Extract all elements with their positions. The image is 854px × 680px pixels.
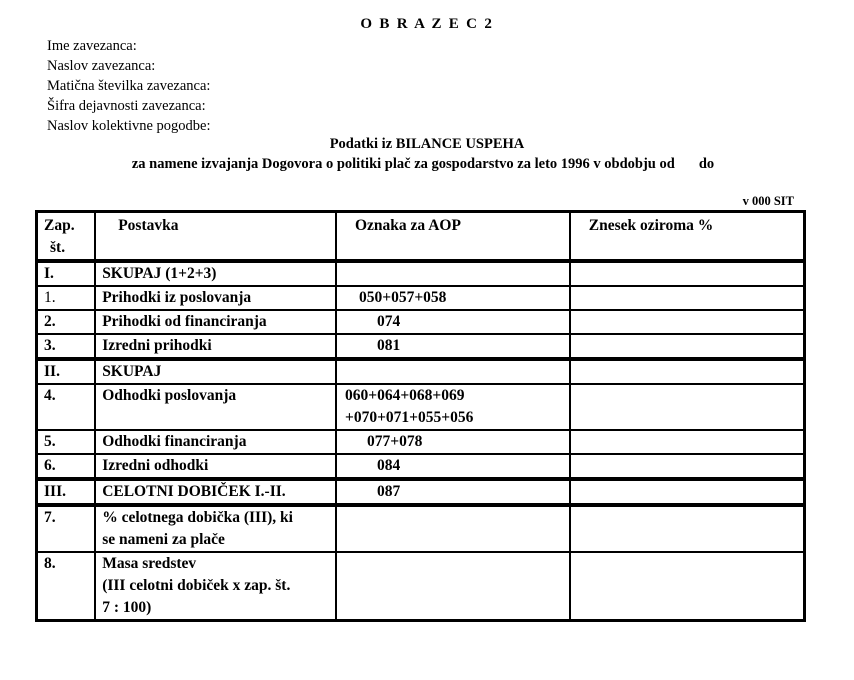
taxpayer-info [47,36,211,136]
row-zap: 4. [37,384,96,430]
row-aop [336,359,570,384]
row-zap: 7. [37,505,96,552]
table-row [37,334,805,359]
row-zap: 3. [37,334,96,359]
table-row [37,384,805,430]
row-aop: 077+078 [336,430,570,454]
row-postavka-line2: se nameni za plače [102,531,225,548]
row-postavka: Izredni odhodki [95,454,336,479]
header-zap-line1: Zap. [44,217,75,234]
income-statement-table [35,210,806,622]
table-row [37,359,805,384]
row-zap: 5. [37,430,96,454]
table-row [37,430,805,454]
row-zap: III. [37,479,96,505]
row-zap: 8. [37,552,96,621]
header-aop: Oznaka za AOP [336,212,570,262]
row-zap: I. [37,261,96,286]
row-aop-line2: +070+071+055+056 [345,409,474,426]
row-postavka-line1: Masa sredstev [102,555,197,572]
row-znesek[interactable] [570,310,805,334]
row-aop [336,384,570,430]
taxpayer-name-label: Ime zavezanca: [47,38,137,54]
row-aop [336,552,570,621]
row-zap: 6. [37,454,96,479]
row-postavka: CELOTNI DOBIČEK I.-II. [95,479,336,505]
table-row [37,454,805,479]
row-aop [336,261,570,286]
row-postavka [95,552,336,621]
row-postavka: Izredni prihodki [95,334,336,359]
collective-agreement-label: Naslov kolektivne pogodbe: [47,118,211,134]
row-aop: 074 [336,310,570,334]
taxpayer-registration-label: Matična številka zavezanca: [47,78,211,94]
report-subheading-text: za namene izvajanja Dogovora o politiki plač za gospodarstvo za leto 1996 v obdobju od [131,156,675,172]
row-aop-line1: 060+064+068+069 [345,387,465,404]
row-postavka: SKUPAJ (1+2+3) [95,261,336,286]
header-znesek: Znesek oziroma % [570,212,805,262]
header-zap-line2: št. [50,239,66,256]
row-znesek[interactable] [570,552,805,621]
form-title: O B R A Z E C 2 [360,16,494,32]
unit-label: v 000 SIT [742,194,794,208]
taxpayer-address-label: Naslov zavezanca: [47,58,156,74]
row-zap: II. [37,359,96,384]
table-row [37,310,805,334]
table-row [37,286,805,310]
row-znesek[interactable] [570,479,805,505]
row-znesek[interactable] [570,359,805,384]
row-znesek[interactable] [570,286,805,310]
row-postavka-line1: % celotnega dobička (III), ki [102,509,293,526]
row-postavka: Prihodki iz poslovanja [95,286,336,310]
row-znesek[interactable] [570,384,805,430]
table-header-row [37,212,805,262]
row-aop: 087 [336,479,570,505]
row-zap: 1. [37,286,96,310]
row-postavka-line2: (III celotni dobiček x zap. št. [102,577,291,594]
row-aop: 081 [336,334,570,359]
row-znesek[interactable] [570,430,805,454]
table-row [37,505,805,552]
table-row [37,552,805,621]
report-heading: Podatki iz BILANCE USPEHA [329,136,525,152]
row-postavka: Odhodki poslovanja [95,384,336,430]
row-aop: 050+057+058 [336,286,570,310]
report-subheading [0,156,854,173]
row-znesek[interactable] [570,334,805,359]
period-to-label: do [698,156,715,172]
row-znesek[interactable] [570,261,805,286]
header-postavka: Postavka [95,212,336,262]
table-row [37,261,805,286]
row-zap: 2. [37,310,96,334]
row-postavka: Odhodki financiranja [95,430,336,454]
row-aop: 084 [336,454,570,479]
row-aop [336,505,570,552]
table-row [37,479,805,505]
activity-code-label: Šifra dejavnosti zavezanca: [47,98,206,114]
row-postavka: Prihodki od financiranja [95,310,336,334]
row-znesek[interactable] [570,454,805,479]
row-postavka [95,505,336,552]
row-postavka: SKUPAJ [95,359,336,384]
row-postavka-line3: 7 : 100) [102,599,152,616]
row-znesek[interactable] [570,505,805,552]
header-zap [37,212,96,262]
